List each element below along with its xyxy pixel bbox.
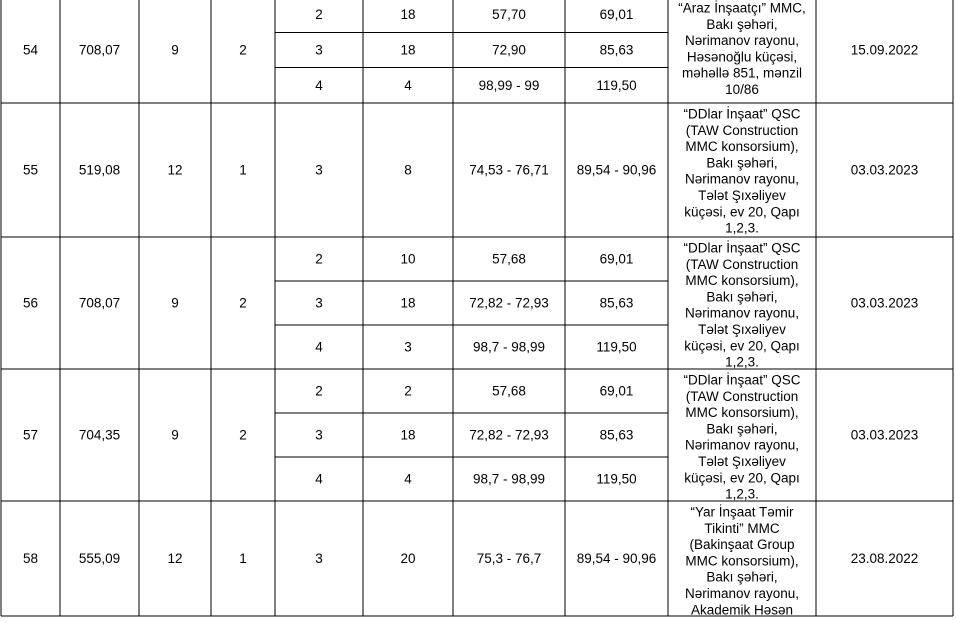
floors-cell: 12 — [167, 162, 183, 178]
blocks-cell: 2 — [239, 427, 247, 443]
developer-line: (TAW Construction — [685, 256, 799, 272]
developer-line: (TAW Construction — [685, 122, 799, 138]
area-cell: 704,35 — [78, 427, 121, 443]
row-number: 58 — [22, 551, 39, 566]
living-area-cell: 98,7 - 98,99 — [472, 471, 546, 487]
floors-cell: 9 — [171, 295, 179, 311]
developer-line: Tikinti” MMC — [704, 520, 780, 536]
developer-line: Nərimanov rayonu, — [684, 437, 800, 453]
developer-line: “DDlar İnşaat” QSC — [683, 372, 801, 388]
developer-line: Bakı şəhəri, — [706, 16, 778, 32]
count-cell: 2 — [404, 383, 412, 399]
total-area-cell: 85,63 — [599, 295, 634, 311]
blocks-cell: 1 — [239, 551, 247, 566]
developer-line: Tələt Şıxəliyev — [698, 188, 786, 203]
date-cell: 23.08.2022 — [850, 551, 919, 566]
developer-line: MMC konsorsium), — [685, 273, 799, 289]
row-number: 56 — [22, 295, 39, 311]
developer-line: “Yar İnşaat Təmir — [690, 504, 794, 520]
area-cell: 519,08 — [78, 162, 121, 178]
developer-line: “Araz İnşaatçı” MMC, — [678, 0, 806, 16]
blocks-cell: 2 — [239, 42, 247, 58]
rooms-cell: 2 — [315, 251, 323, 267]
count-cell: 4 — [404, 77, 412, 93]
rooms-cell: 4 — [315, 77, 323, 93]
living-area-cell: 72,82 - 72,93 — [469, 295, 549, 311]
developer-line: Nərimanov rayonu, — [684, 586, 800, 601]
developer-line: “DDlar İnşaat” QSC — [683, 240, 801, 256]
developer-line: 1,2,3. — [725, 220, 759, 236]
rooms-cell: 4 — [315, 471, 323, 487]
developer-line: 10/86 — [725, 82, 759, 97]
blocks-cell: 1 — [239, 162, 247, 178]
developer-line: küçəsi, ev 20, Qapı — [684, 338, 800, 354]
floors-cell: 12 — [167, 551, 183, 566]
living-area-cell: 57,70 — [492, 7, 526, 23]
count-cell: 8 — [404, 162, 412, 178]
count-cell: 18 — [400, 7, 416, 23]
date-cell: 03.03.2023 — [850, 162, 919, 178]
count-cell: 18 — [400, 427, 416, 443]
total-area-cell: 85,63 — [599, 42, 634, 58]
rooms-cell: 2 — [315, 7, 323, 23]
date-cell: 03.03.2023 — [850, 295, 919, 311]
developer-line: “DDlar İnşaat” QSC — [683, 106, 801, 122]
developer-line: Nərimanov rayonu, — [684, 305, 800, 321]
developer-line: Akademik Həsən — [690, 602, 794, 618]
rooms-cell: 3 — [315, 162, 323, 178]
row-number: 54 — [22, 42, 39, 58]
developer-line: Tələt Şıxəliyev — [698, 454, 786, 469]
total-area-cell: 89,54 - 90,96 — [576, 162, 657, 178]
developer-line: məhəllə 851, mənzil — [681, 65, 803, 81]
blocks-cell: 2 — [239, 295, 247, 311]
total-area-cell: 69,01 — [599, 7, 634, 23]
total-area-cell: 69,01 — [599, 383, 634, 399]
developer-line: küçəsi, ev 20, Qapı — [684, 470, 800, 486]
developer-line: MMC konsorsium), — [685, 553, 799, 569]
count-cell: 20 — [400, 551, 416, 566]
floors-cell: 9 — [171, 42, 179, 58]
living-area-cell: 72,90 — [492, 42, 526, 58]
total-area-cell: 85,63 — [599, 427, 634, 443]
rooms-cell: 3 — [315, 427, 323, 443]
date-cell: 03.03.2023 — [850, 427, 919, 443]
living-area-cell: 98,99 - 99 — [478, 77, 540, 93]
living-area-cell: 98,7 - 98,99 — [472, 339, 546, 355]
area-cell: 708,07 — [78, 42, 121, 58]
floors-cell: 9 — [171, 427, 179, 443]
developer-line: Bakı şəhəri, — [706, 155, 778, 171]
developer-line: MMC konsorsium), — [685, 405, 799, 421]
row-number: 55 — [22, 162, 39, 178]
area-cell: 555,09 — [78, 551, 121, 566]
developer-line: 1,2,3. — [725, 354, 759, 370]
total-area-cell: 89,54 - 90,96 — [576, 551, 657, 566]
developer-line: MMC konsorsium), — [685, 139, 799, 155]
developer-line: 1,2,3. — [725, 486, 759, 502]
date-cell: 15.09.2022 — [850, 42, 919, 58]
developer-line: Tələt Şıxəliyev — [698, 322, 786, 337]
rooms-cell: 4 — [315, 339, 323, 355]
developer-line: Bakı şəhəri, — [706, 289, 778, 305]
count-cell: 10 — [400, 251, 416, 267]
count-cell: 3 — [404, 339, 412, 355]
living-area-cell: 75,3 - 76,7 — [476, 551, 542, 566]
count-cell: 4 — [404, 471, 412, 487]
developer-line: Həsənoğlu küçəsi, — [686, 49, 798, 65]
living-area-cell: 57,68 — [492, 251, 526, 267]
developer-line: Nərimanov rayonu, — [684, 171, 800, 187]
developer-line: Bakı şəhəri, — [706, 421, 778, 437]
living-area-cell: 74,53 - 76,71 — [469, 162, 549, 178]
area-cell: 708,07 — [78, 295, 121, 311]
rooms-cell: 3 — [315, 295, 323, 311]
count-cell: 18 — [400, 295, 416, 311]
rooms-cell: 3 — [315, 42, 323, 58]
developer-line: küçəsi, ev 20, Qapı — [684, 204, 800, 220]
rooms-cell: 3 — [315, 551, 323, 566]
developer-line: Nərimanov rayonu, — [684, 33, 800, 49]
total-area-cell: 119,50 — [596, 471, 637, 487]
living-area-cell: 57,68 — [492, 383, 526, 399]
developer-line: (TAW Construction — [685, 388, 799, 404]
developer-line: (Bakinşaat Group — [689, 537, 795, 553]
rooms-cell: 2 — [315, 383, 323, 399]
living-area-cell: 72,82 - 72,93 — [469, 427, 549, 443]
total-area-cell: 69,01 — [599, 251, 634, 267]
developer-line: Bakı şəhəri, — [706, 569, 778, 585]
row-number: 57 — [22, 427, 39, 443]
total-area-cell: 119,50 — [596, 339, 637, 355]
count-cell: 18 — [400, 42, 416, 58]
total-area-cell: 119,50 — [596, 77, 637, 93]
